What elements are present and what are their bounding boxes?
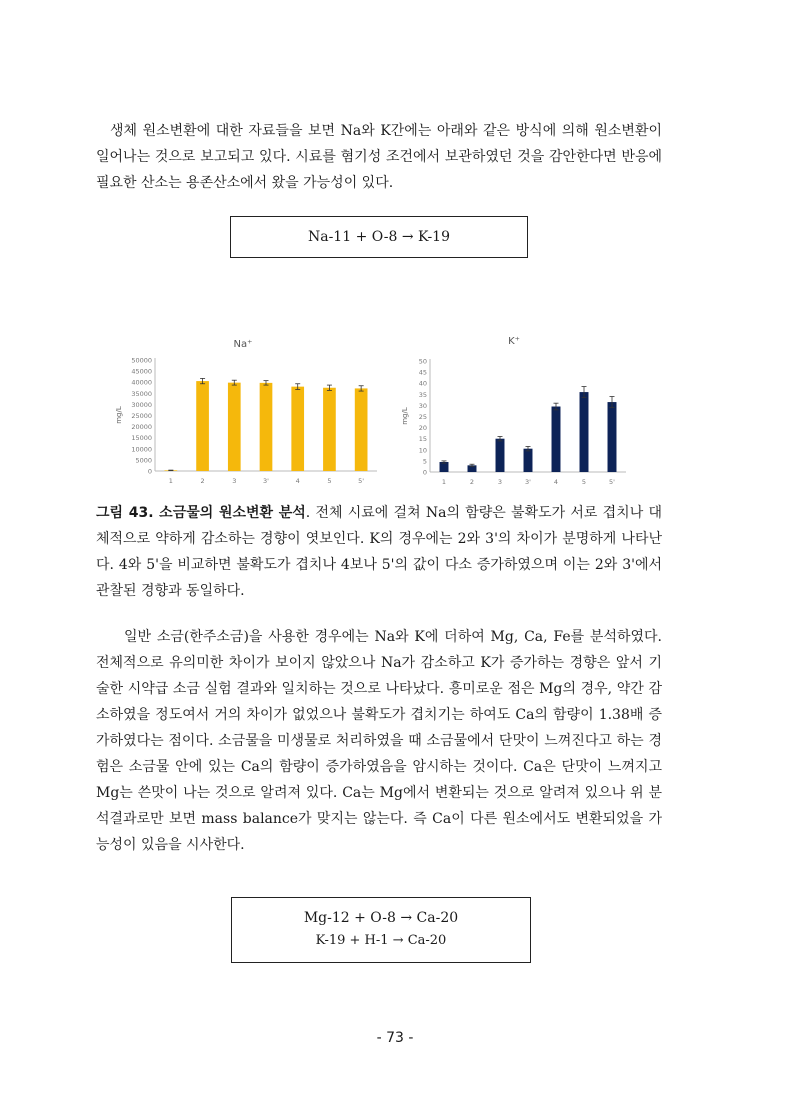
- figure-caption-label: 그림 43. 소금물의 원소변환 분석: [96, 505, 306, 521]
- na-bar: [323, 388, 336, 471]
- k-bar: [580, 392, 589, 472]
- k-ytick-label: 20: [418, 424, 427, 433]
- na-ytick-label: 35000: [131, 389, 152, 398]
- equation-mg-ca: Mg-12 + O-8 → Ca-20: [303, 910, 459, 926]
- na-ylabel: mg/L: [115, 406, 123, 424]
- na-ytick-label: 30000: [131, 400, 152, 409]
- k-xtick-label: 3: [497, 478, 503, 486]
- k-xtick-label: 2: [469, 478, 475, 486]
- k-ytick-label: 50: [418, 357, 427, 366]
- na-chart: [111, 333, 379, 485]
- na-ytick-label: 50000: [131, 356, 152, 365]
- equation-na-k: Na-11 + O-8 → K-19: [307, 229, 451, 245]
- equation-k-ca: K-19 + H-1 → Ca-20: [315, 933, 447, 948]
- na-ytick-label: 25000: [131, 412, 152, 420]
- page-number: - 73 -: [376, 1030, 414, 1046]
- na-xtick-label: 2: [200, 477, 205, 485]
- equation-box-1: [230, 216, 528, 258]
- k-ytick-label: 15: [418, 435, 427, 444]
- k-ytick-label: 40: [418, 379, 427, 388]
- equation-box-2: [231, 897, 531, 963]
- figure-caption: [96, 500, 662, 604]
- na-chart-svg: [111, 333, 379, 485]
- na-bar: [291, 387, 304, 471]
- k-bar: [552, 407, 561, 472]
- na-ytick-label: 5000: [135, 456, 152, 465]
- k-xtick-label: 5': [609, 478, 615, 486]
- na-xtick-label: 1: [168, 477, 173, 485]
- k-bar: [496, 439, 505, 472]
- body-paragraph-2: 일반 소금(한주소금)을 사용한 경우에는 Na와 K에 더하여 Mg, Ca, Fe를 분석하였다. 전체적으로 유의미한 차이가 보이지 않았으나 Na가 감소하고 K가 증가하는 경향은 앞서 기술한 시약급 소금 실험 결과와 일치하는 것으로 나타났다. 흥미로운 점은 Mg의 경우, 약간 감소하였을 정도여서 거의 차이가 없었으나 불확도가 겹치기는 하여도 Ca의 함량이 1.38배 증가하였다는 점이다. 소금물을 미생물로 처리하였을 때 소금물에서 단맛이 느껴진다고 하는 경험은 소금물 안에 있는 Ca의 함량이 증가하였음을 암시하는 것이다. Ca은 단맛이 느껴지고 Mg는 쓴맛이 나는 것으로 알려져 있다. Ca는 Mg에서 변환되는 것으로 알려져 있으나 위 분석결과로만 보면 mass balance가 맞지는 않는다. 즉 Ca이 다른 원소에서도 변환되었을 가능성이 있음을 시사한다.: [96, 629, 662, 853]
- na-bar: [355, 388, 368, 471]
- k-ytick-label: 5: [422, 457, 427, 466]
- k-xtick-label: 4: [553, 478, 559, 486]
- na-bar: [228, 383, 241, 471]
- na-xtick-label: 3: [232, 477, 237, 485]
- k-chart-svg: [392, 326, 636, 491]
- figure-caption-text: . 전체 시료에 걸쳐 Na의 함량은 불확도가 서로 겹치나 대체적으로 약하게 감소하는 경향이 엿보인다. K의 경우에는 2와 3'의 차이가 분명하게 나타난다. 4와 5'을 비교하면 불확도가 겹치나 4보나 5'의 값이 다소 증가하였으며 이는 2와 3'에서 관찰된 경향과 동일하다.: [96, 505, 662, 599]
- na-ytick-label: 20000: [131, 423, 152, 432]
- k-ytick-label: 30: [418, 401, 427, 410]
- k-bar: [608, 402, 617, 472]
- k-chart: [392, 326, 636, 491]
- na-ytick-label: 40000: [131, 378, 152, 387]
- na-title: Na⁺: [233, 339, 253, 350]
- k-ytick-label: 0: [422, 468, 427, 477]
- na-bar: [260, 383, 273, 471]
- k-ytick-label: 45: [418, 368, 427, 377]
- na-bar: [196, 381, 209, 471]
- na-ytick-label: 0: [147, 467, 152, 476]
- k-ytick-label: 10: [418, 446, 427, 455]
- k-ytick-label: 35: [418, 390, 427, 399]
- na-xtick-label: 4: [295, 477, 300, 485]
- k-xtick-label: 5: [581, 478, 587, 486]
- k-xtick-label: 3': [525, 478, 531, 486]
- na-xtick-label: 5': [358, 477, 365, 485]
- na-ytick-label: 10000: [131, 445, 152, 454]
- k-ylabel: mg/L: [401, 407, 409, 425]
- k-title: K⁺: [508, 336, 520, 347]
- na-xtick-label: 3': [263, 477, 269, 485]
- body-paragraph-1: 생체 원소변환에 대한 자료들을 보면 Na와 K간에는 아래와 같은 방식에 의해 원소변환이 일어나는 것으로 보고되고 있다. 시료를 혐기성 조건에서 보관하였던 것을 감안한다면 반응에 필요한 산소는 용존산소에서 왔을 가능성이 있다.: [96, 123, 662, 191]
- na-xtick-label: 5: [327, 477, 332, 485]
- k-ytick-label: 25: [418, 413, 427, 421]
- na-ytick-label: 45000: [131, 367, 152, 376]
- k-bar: [524, 449, 533, 472]
- k-xtick-label: 1: [441, 478, 447, 486]
- na-ytick-label: 15000: [131, 434, 152, 443]
